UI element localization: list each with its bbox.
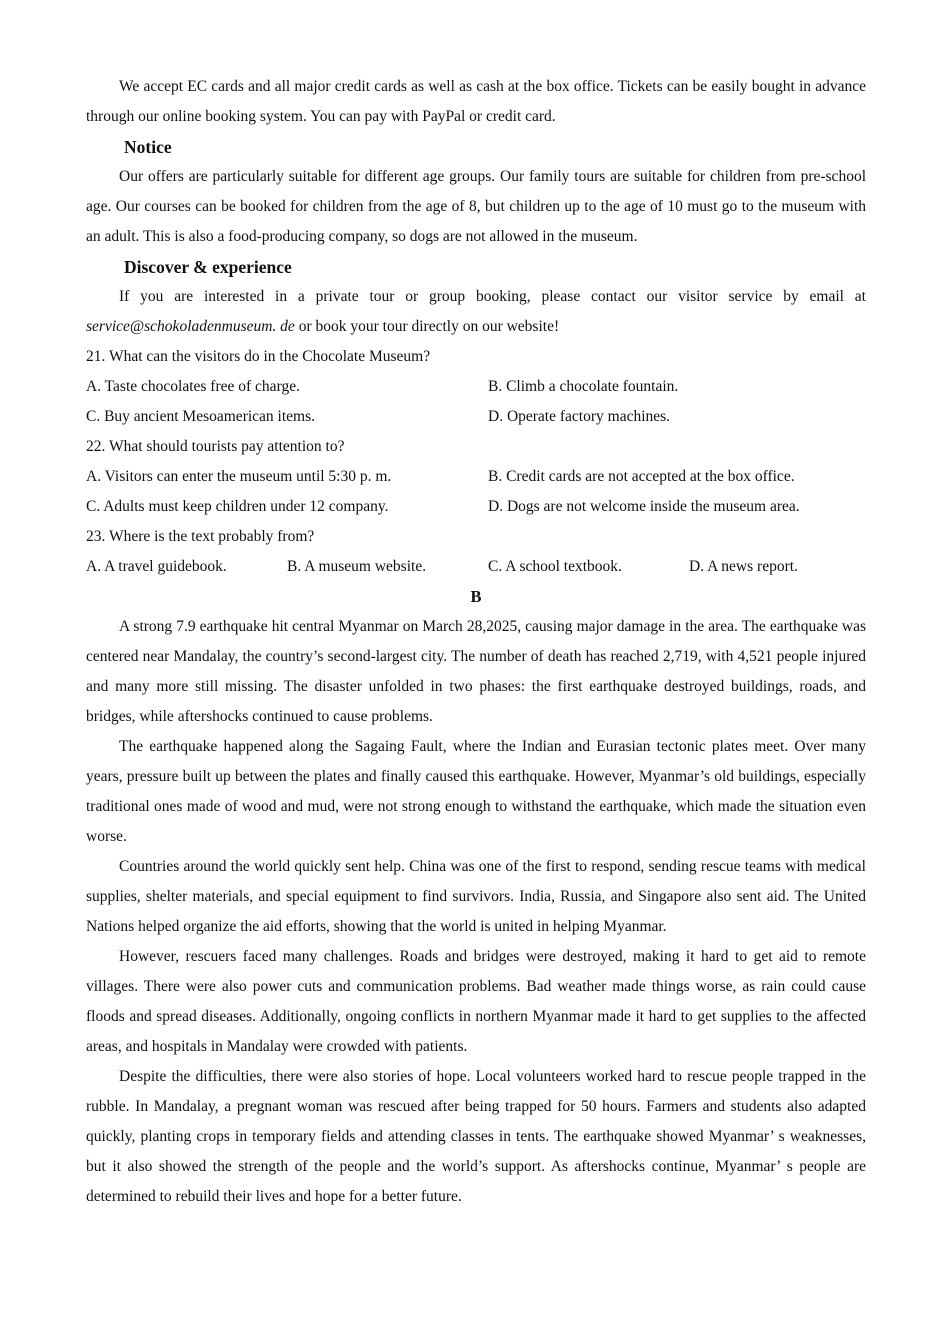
document-page (86, 72, 866, 1212)
question-21-options-row-2 (86, 402, 866, 432)
question-23-option-c: C. A school textbook. (488, 558, 622, 575)
question-21-option-c: C. Buy ancient Mesoamerican items. (86, 408, 315, 425)
question-22-stem: 22. What should tourists pay attention to? (86, 438, 345, 455)
section-b-paragraph: Countries around the world quickly sent help. China was one of the first to respond, sending rescue teams with medical supplies, shelter materials, and special equipment to find survivors. India, Russia, and Singapore also sent aid. The United Nations helped organize the aid efforts, showing that the world is united in helping Myanmar. (86, 858, 866, 935)
notice-paragraph: Our offers are particularly suitable for different age groups. Our family tours are suitable for children from pre-school age. Our courses can be booked for children from the age of 8, but children up to the age of 10 must go to the museum with an adult. This is also a food-producing company, so dogs are not allowed in the museum. (86, 168, 866, 245)
question-21-stem: 21. What can the visitors do in the Chocolate Museum? (86, 348, 431, 365)
contact-email: service@schokoladenmuseum. de (86, 318, 295, 335)
discover-paragraph (86, 282, 866, 342)
question-21-options-row-1 (86, 372, 866, 402)
discover-text-after: or book your tour directly on our website! (294, 318, 560, 335)
discover-heading: Discover & experience (124, 257, 292, 277)
question-22-option-a: A. Visitors can enter the museum until 5:30 p. m. (86, 468, 392, 485)
question-21-option-a: A. Taste chocolates free of charge. (86, 378, 300, 395)
section-b-label: B (470, 587, 482, 606)
question-22-options-row-1 (86, 462, 866, 492)
question-22-options-row-2 (86, 492, 866, 522)
question-23-option-a: A. A travel guidebook. (86, 558, 227, 575)
question-23-option-d: D. A news report. (689, 558, 798, 575)
question-22-option-d: D. Dogs are not welcome inside the museum area. (488, 498, 800, 515)
section-b-paragraph: Despite the difficulties, there were also stories of hope. Local volunteers worked hard to rescue people trapped in the rubble. In Mandalay, a pregnant woman was rescued after being trapped for 50 hours. Farmers and students also adapted quickly, planting crops in temporary fields and attending classes in tents. The earthquake showed Myanmar’ s weaknesses, but it also showed the strength of the people and the world’s support. As aftershocks continue, Myanmar’ s people are determined to rebuild their lives and hope for a better future. (86, 1068, 866, 1205)
question-22-option-b: B. Credit cards are not accepted at the box office. (488, 468, 795, 485)
question-21-option-b: B. Climb a chocolate fountain. (488, 378, 679, 395)
question-23-options-row (86, 552, 866, 582)
question-22-option-c: C. Adults must keep children under 12 company. (86, 498, 389, 515)
question-23-option-b: B. A museum website. (287, 558, 427, 575)
section-b-paragraph: A strong 7.9 earthquake hit central Myanmar on March 28,2025, causing major damage in the area. The earthquake was centered near Mandalay, the country’s second-largest city. The number of death has reached 2,719, with 4,521 people injured and many more still missing. The disaster unfolded in two phases: the first earthquake destroyed buildings, roads, and bridges, while aftershocks continued to cause problems. (86, 618, 866, 725)
notice-heading: Notice (124, 137, 172, 157)
question-21-option-d: D. Operate factory machines. (488, 408, 671, 425)
discover-text-before: If you are interested in a private tour or group booking, please contact our visitor service by email at (119, 288, 866, 305)
payment-paragraph: We accept EC cards and all major credit cards as well as cash at the box office. Tickets can be easily bought in advance through our online booking system. You can pay with PayPal or credit card. (86, 78, 866, 125)
section-b-paragraph: The earthquake happened along the Sagaing Fault, where the Indian and Eurasian tectonic plates meet. Over many years, pressure built up between the plates and finally caused this earthquake. However, Myanmar’s old buildings, especially traditional ones made of wood and mud, were not strong enough to withstand the earthquake, which made the situation even worse. (86, 738, 866, 845)
question-23-stem: 23. Where is the text probably from? (86, 528, 315, 545)
section-b-paragraph: However, rescuers faced many challenges. Roads and bridges were destroyed, making it hard to get aid to remote villages. There were also power cuts and communication problems. Bad weather made things worse, as rain could cause floods and spread diseases. Additionally, ongoing conflicts in northern Myanmar made it hard to get supplies to the affected areas, and hospitals in Mandalay were crowded with patients. (86, 948, 866, 1055)
